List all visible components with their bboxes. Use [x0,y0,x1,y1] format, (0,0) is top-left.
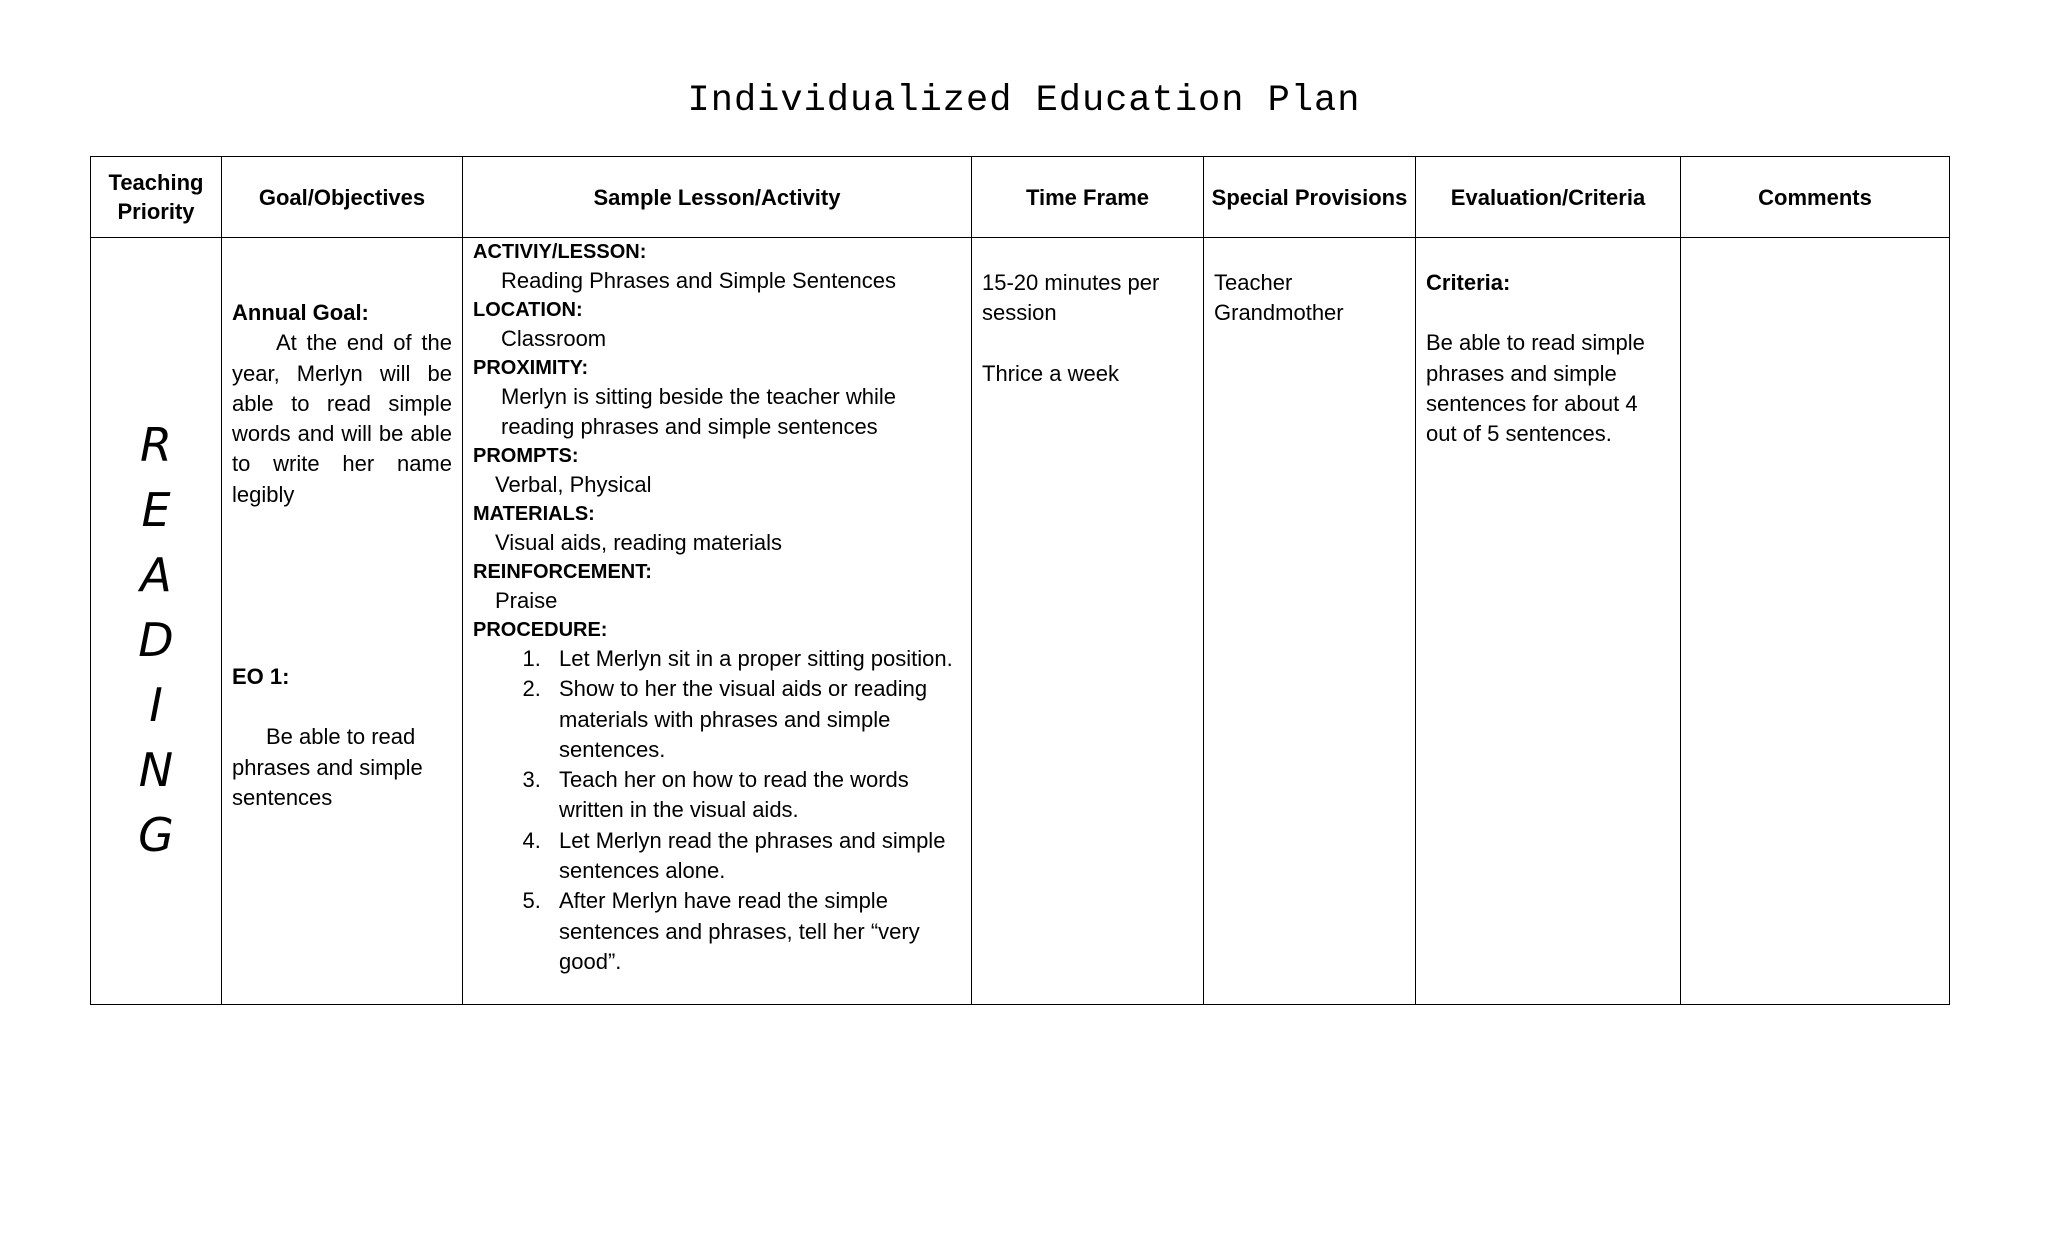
header-evaluation-criteria: Evaluation/Criteria [1416,157,1681,238]
comments-text [1681,238,1949,268]
provision-teacher: Teacher [1214,270,1293,295]
header-goal-objectives: Goal/Objectives [222,157,463,238]
header-time-frame: Time Frame [972,157,1204,238]
sample-lesson-cell [463,238,972,1005]
header-sample-lesson: Sample Lesson/Activity [463,157,972,238]
table-row [91,238,1950,1005]
special-provisions-cell [1204,238,1416,1005]
priority-letter: R [140,418,172,472]
annual-goal-label: Annual Goal: [232,300,369,325]
annual-goal-text: At the end of the year, Merlyn will be able to read simple words and will be able to write her name legibly [232,330,452,507]
activity-value: Reading Phrases and Simple Sentences [501,268,897,293]
proximity-value: Merlyn is sitting beside the teacher while reading phrases and simple sentences [501,384,896,439]
header-row [91,157,1950,238]
priority-letter: N [138,743,174,797]
materials-value: Visual aids, reading materials [495,530,782,555]
time-frame-duration: 15-20 minutes per session [982,270,1160,326]
activity-label: ACTIVIY/LESSON: [473,241,647,263]
prompts-value: Verbal, Physical [495,472,652,497]
proximity-label: PROXIMITY: [473,357,589,379]
materials-label: MATERIALS: [473,503,595,525]
criteria-label: Criteria: [1426,270,1511,295]
procedure-step: 4. Let Merlyn read the phrases and simple sentences alone. [547,826,961,887]
time-frame-cell [972,238,1204,1005]
procedure-step: 3. Teach her on how to read the words written in the visual aids. [547,765,961,826]
teaching-priority-cell [91,238,222,1005]
prompts-label: PROMPTS: [473,445,579,467]
reinforcement-label: REINFORCEMENT: [473,561,652,583]
criteria-text: Be able to read simple phrases and simple sentences for about 4 out of 5 sentences. [1426,330,1645,447]
eo-label: EO 1: [232,664,290,690]
header-special-provisions: Special Provisions [1204,157,1416,238]
iep-table [90,156,1950,1005]
evaluation-criteria-cell [1416,238,1681,1005]
eo-text: Be able to read phrases and simple sentences [232,724,423,810]
priority-letter: G [138,808,174,862]
priority-letter: I [149,678,163,732]
document-title: Individualized Education Plan [687,80,1361,122]
procedure-step: 5. After Merlyn have read the simple sentences and phrases, tell her “very good”. [547,886,961,977]
procedure-list [473,644,961,977]
procedure-step: 1. Let Merlyn sit in a proper sitting position. [547,644,961,674]
header-comments: Comments [1681,157,1950,238]
header-teaching-priority: Teaching Priority [91,157,222,238]
provision-grandmother: Grandmother [1214,300,1344,326]
priority-letter: D [138,613,174,667]
goal-objectives-cell [222,238,463,1005]
comments-cell [1681,238,1950,1005]
procedure-step: 2. Show to her the visual aids or reading materials with phrases and simple sentences. [547,674,961,765]
priority-letter: E [141,483,171,537]
priority-word [91,413,221,868]
priority-letter: A [140,548,172,602]
procedure-label: PROCEDURE: [473,619,608,641]
location-label: LOCATION: [473,299,583,321]
reinforcement-value: Praise [495,588,558,613]
location-value: Classroom [501,326,607,351]
time-frame-frequency: Thrice a week [982,360,1119,386]
